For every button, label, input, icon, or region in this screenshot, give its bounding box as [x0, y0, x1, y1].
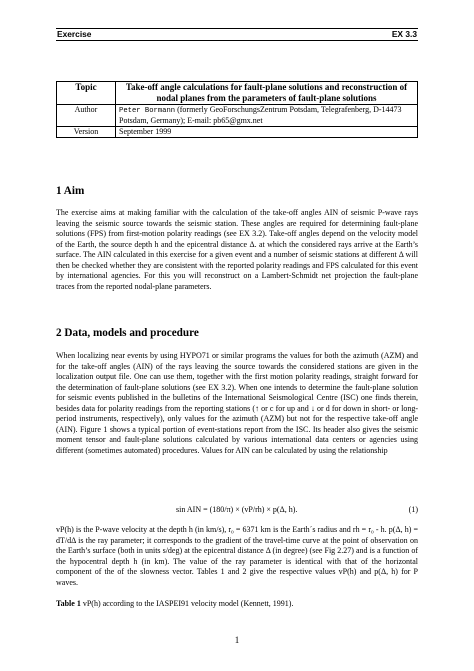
- info-table: [56, 81, 418, 138]
- page-number: 1: [234, 635, 240, 645]
- author-row: [57, 105, 418, 127]
- header-left: Exercise: [57, 29, 92, 39]
- topic-label: Topic: [57, 82, 116, 105]
- header-right: EX 3.3: [391, 29, 417, 39]
- version-row: [57, 127, 418, 138]
- author-name: Peter Bormann: [119, 107, 176, 115]
- topic-value: Take-off angle calculations for fault-plane solutions and reconstruction of nodal planes from the parameters of fault-plane solutions: [116, 82, 418, 105]
- section-2-paragraph: When localizing near events by using HYPO71 or similar programs the values for both the azimuth (AZM) and for the take-off angles (AIN) of the rays leaving the source towards the considered stations are given in the localization output file. One can use them, together with the first motion polarity readings, straight forward for the determination of fault-plane solutions (see EX 3.2). When one intends to determine the fault-plane solution for seismic events published in the bulletins of the International Seismological Centre (ISC) one finds therein, besides data for polarity readings from the reporting stations (↑ or c for up and ↓ or d for down in short- or long-period instruments, respectively), only values for the azimuth (AZM) but not for the respective take-off angle (AIN). Figure 1 shows a typical portion of event-stations report from the ISC. Its header also gives the seismic moment tensor and fault-plane solutions calculated by various international data centers or agencies using different (sometimes automated) procedures. Values for AIN can be calculated by using the relationship: [56, 351, 418, 455]
- equation-number: (1): [408, 505, 418, 514]
- section-1-heading: 1 Aim: [56, 185, 85, 197]
- table-caption: [56, 599, 293, 609]
- author-affiliation: (formerly GeoForschungsZentrum Potsdam, Telegrafenberg, D-14473 Potsdam, Germany); E-mail: pb65@gmx.net: [119, 105, 402, 125]
- section-2-heading: 2 Data, models and procedure: [56, 327, 199, 339]
- section-2-paragraph-2: vP(h) is the P-wave velocity at the depth h (in km/s), r₀ = 6371 km is the Earth´s radius and rh = r₀ - h. p(Δ, h) = dT/dΔ is the ray parameter; it corresponds to the gradient of the travel-time curve at the point of observation on the Earth’s surface (both in units s/deg) at the epicentral distance Δ (in degree) (see Fig 2.27) and is a function of the hypocentral depth h (in km). The value of the ray parameter is identical with that of the horizontal component of the of the slowness vector. Tables 1 and 2 give the respective values vP(h) and p(Δ, h) for P waves.: [56, 525, 418, 587]
- equation: sin AIN = (180/π) × (vP/rh) × p(Δ, h).: [176, 505, 298, 514]
- table-caption-text: vP(h) according to the IASPEI91 velocity model (Kennett, 1991).: [80, 599, 294, 608]
- version-label: Version: [57, 127, 116, 138]
- version-value: September 1999: [116, 127, 418, 138]
- section-1-paragraph: The exercise aims at making familiar with the calculation of the take-off angles AIN of seismic P-wave rays leaving the seismic source towards the seismic station. These angles are required for determining fault-plane solutions (FPS) from first-motion polarity readings (see EX 3.2). Take-off angles depend on the velocity model of the Earth, the source depth h and the epicentral distance Δ. at which the considered rays arrive at the Earth’s surface. The AIN calculated in this exercise for a given event and a number of seismic stations at different Δ will then be checked whether they are consistent with the reported polarity readings and FPS calculated for this event by international agencies. For this you will reconstruct on a Lambert-Schmidt net projection the fault-plane traces from the reported nodal-plane parameters.: [56, 208, 418, 291]
- table-caption-label: Table 1: [56, 599, 81, 608]
- author-value: [116, 105, 418, 127]
- running-header: [56, 28, 418, 41]
- topic-row: [57, 82, 418, 105]
- author-label: Author: [57, 105, 116, 127]
